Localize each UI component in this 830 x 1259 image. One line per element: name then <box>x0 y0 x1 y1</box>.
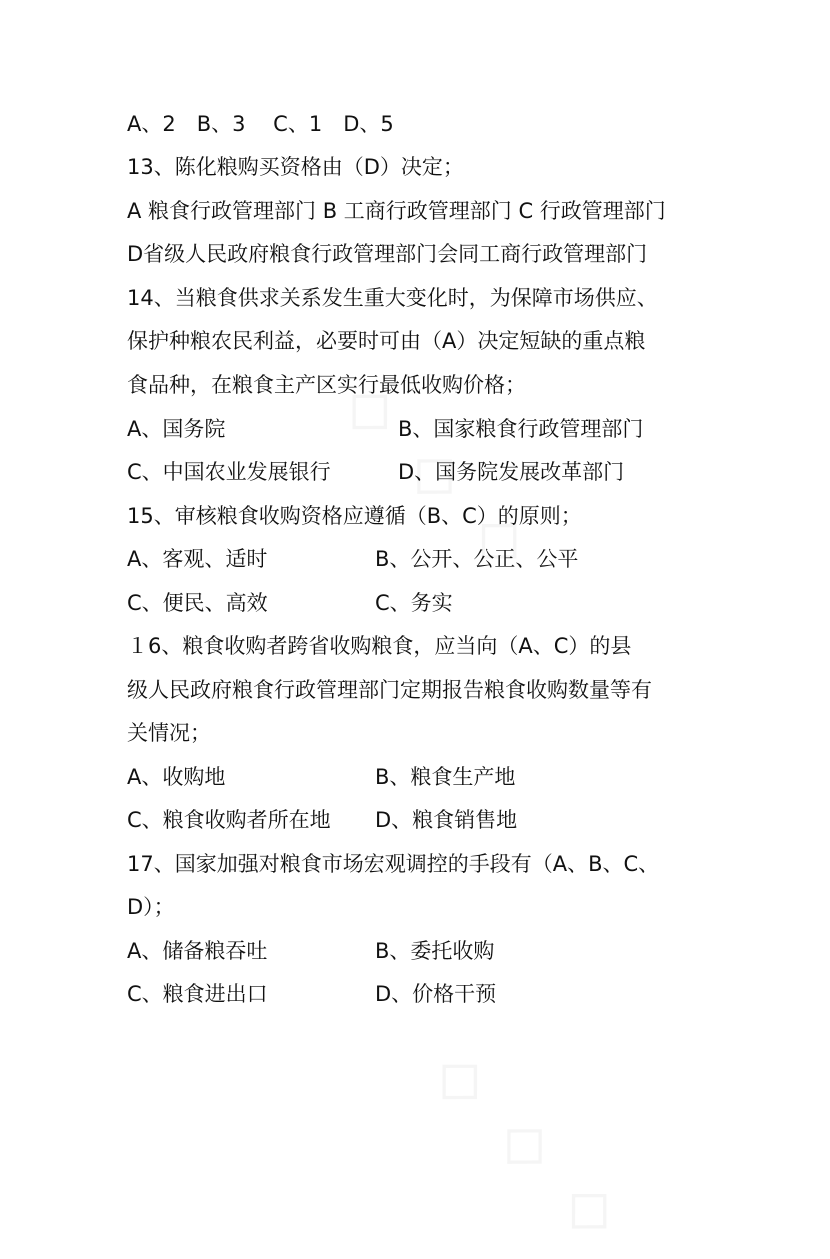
question-14-line-3: 食品种，在粮食主产区实行最低收购价格； <box>127 373 526 397</box>
question-14-line-2: 保护种粮农民利益，必要时可由（A）决定短缺的重点粮 <box>127 329 646 353</box>
q15-option-d: C、务实 <box>375 591 453 615</box>
q15-option-c: C、便民、高效 <box>127 591 268 615</box>
q14-option-c: C、中国农业发展银行 <box>127 460 331 484</box>
question-17-line-1: 17、国家加强对粮食市场宏观调控的手段有（A、B、C、 <box>127 852 660 876</box>
q17-option-b: B、委托收购 <box>375 939 495 963</box>
q14-option-b: B、国家粮食行政管理部门 <box>398 417 644 441</box>
q16-option-c: C、粮食收购者所在地 <box>127 808 331 832</box>
q17-option-c: C、粮食进出口 <box>127 982 268 1006</box>
q13-options-line-1: A 粮食行政管理部门 B 工商行政管理部门 C 行政管理部门 <box>127 199 666 223</box>
question-15: 15、审核粮食收购资格应遵循（B、C）的原则； <box>127 504 582 528</box>
question-16-line-1: １6、粮食收购者跨省收购粮食，应当向（A、C）的县 <box>127 634 632 658</box>
question-16-line-2: 级人民政府粮食行政管理部门定期报告粮食收购数量等有 <box>127 678 652 702</box>
q16-option-b: B、粮食生产地 <box>375 765 516 789</box>
q16-option-a: A、收购地 <box>127 765 226 789</box>
question-16-line-3: 关情况； <box>127 721 211 745</box>
q14-option-a: A、国务院 <box>127 417 226 441</box>
q14-option-d: D、国务院发展改革部门 <box>398 460 625 484</box>
q13-options-line-2: D省级人民政府粮食行政管理部门会同工商行政管理部门 <box>127 242 648 266</box>
q15-option-a: A、客观、适时 <box>127 547 268 571</box>
q17-option-d: D、价格干预 <box>375 982 497 1006</box>
q15-option-b: B、公开、公正、公平 <box>375 547 579 571</box>
q17-option-a: A、储备粮吞吐 <box>127 939 268 963</box>
watermark-graphic <box>419 1035 643 1259</box>
question-14-line-1: 14、当粮食供求关系发生重大变化时，为保障市场供应、 <box>127 286 658 310</box>
question-13: 13、陈化粮购买资格由（D）决定； <box>127 155 464 179</box>
q12-options: A、2 B、3 C、1 D、5 <box>127 112 394 136</box>
q16-option-d: D、粮食销售地 <box>375 808 518 832</box>
question-17-line-2: D）； <box>127 895 175 919</box>
